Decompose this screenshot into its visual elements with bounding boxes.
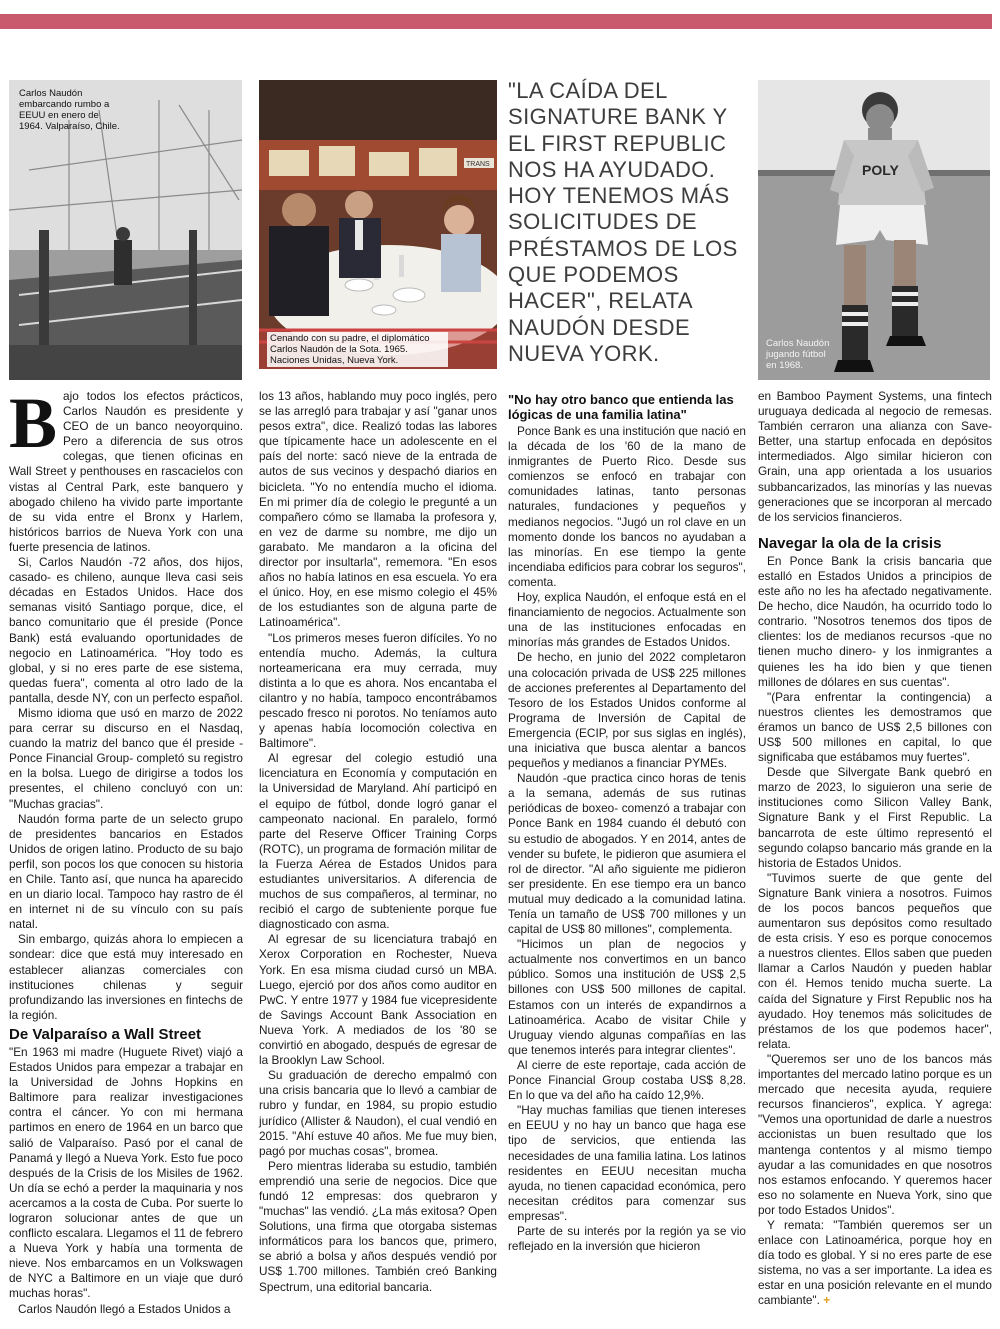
paragraph-text: Y remata: "También queremos ser un enlace con Latinoamérica, porque hoy en día todo es global. Y si no eres parte de ese sistema, no vas a ser importante. La idea es estar en una posición relevante en el mundo cambiante". <box>758 1217 992 1308</box>
restaurant-sign: TRANS <box>466 161 490 168</box>
paragraph: Ponce Bank es una institución que nació en la década de los '60 de la mano de inmigrantes de Puerto Rico. Desde sus comienzos se enfocó en trabajar con comunidades latinas, tanto personas naturales, fundaciones y pequeños y medianos negocios. "Jugó un rol clave en un momento donde los bancos no ayudaban a las minorías. En ese tiempo la gente incendiaba edificios para cobrar los seguros", comenta. <box>508 424 746 589</box>
paragraph: ajo todos los efectos prácticos, Carlos Naudón es presidente y CEO de un banco neoyorquino. Pero a diferencia de sus otros colegas, que tienen oficinas en Wall Street y penthouses en rascacielos con vistas al Central Park, este banquero y abogado chileno ha vivido parte importante de su vida entre el Bronx y Harlem, históricos barrios de Nueva York con una fuerte presencia de latinos. <box>9 389 243 554</box>
paragraph: Naudón forma parte de un selecto grupo de presidentes bancarios en Estados Unidos de origen latino. Producto de su bajo perfil, son pocos los que conocen su historia en Chile. Tanto así, que nunca ha aparecido en un diario local. Tampoco hay rastro de él en internet ni de su vínculo con su país natal. <box>9 811 243 932</box>
photo-valparaiso-ship <box>9 80 242 380</box>
article-column-3 <box>508 389 746 1254</box>
paragraph: Si, Carlos Naudón -72 años, dos hijos, casado- es chileno, aunque lleva casi seis décadas en Estados Unidos. Hace dos semanas visitó Santiago porque, dice, el banco comunitario que él preside (Ponce Bank) está evaluando oportunidades de negocio en Latinoamérica. "Hoy todo es global, y si no eres parte de ese sistema, quedas fuera", comenta al otro lado de la pantalla, desde NY, con un perfecto español. <box>9 555 243 705</box>
paragraph: Al egresar de su licenciatura trabajó en Xerox Corporation en Rochester, Nueva York. En esa misma ciudad cursó un MBA. Luego, ejerció por dos años como auditor en PwC. Y entre 1977 y 1984 fue vicepresidente de Savings Account Bank Association en Nueva York. A mediados de los '80 se convirtió en abogado, después de egresar de la Brooklyn Law School. <box>259 932 497 1068</box>
article-column-2 <box>259 389 497 1295</box>
photo-caption-soccer: Carlos Naudón jugando fútbol en 1968. <box>766 338 830 371</box>
paragraph: "Hicimos un plan de negocios y actualmente nos convertimos en un banco público. Somos una institución de US$ 2,5 billones con US$ 500 millones de capital. Estamos con un interés de expandirnos a Latinoamérica. Acabo de visitar Chile y Uruguay viendo algunas compañías en las que tenemos interés para integrar clientes". <box>508 937 746 1057</box>
photo-soccer-1968 <box>758 80 990 380</box>
article-column-1 <box>9 383 243 1317</box>
paragraph: en Bamboo Payment Systems, una fintech uruguaya dedicada al negocio de remesas. También cerraron una alianza con Save-Better, una startup enfocada en depósitos intermediados. Algo similar hicieron con Grain, una app orientada a los usuarios subbancarizados, las minorías y las nuevas generaciones que se incorporan al mercado de los servicios financieros. <box>758 389 992 524</box>
paragraph: "(Para enfrentar la contingencia) a nuestros clientes les demostramos que éramos un banco de US$ 2,5 billones con US$ 500 millones en capital, lo que significaba que estábamos muy fuertes". <box>758 689 992 765</box>
jersey-text: POLY <box>862 162 899 178</box>
paragraph: Carlos Naudón llegó a Estados Unidos a <box>18 1301 231 1316</box>
paragraph: Desde que Silvergate Bank quebró en marzo de 2023, lo siguieron una serie de instituciones como Silicon Valley Bank, Signature Bank y el First Republic. La bancarrota de este último representó el segundo colapso bancario más grande en la historia de Estados Unidos. <box>758 765 992 870</box>
photo-caption-valparaiso: Carlos Naudón embarcando rumbo a EEUU en enero de 1964. Valparaíso, Chile. <box>19 88 120 132</box>
section-heading-ola-crisis: Navegar la ola de la crisis <box>758 534 942 552</box>
paragraph: Al cierre de este reportaje, cada acción de Ponce Financial Group costaba US$ 8,28. En lo que va del año ha caído 12,9%. <box>508 1057 746 1103</box>
paragraph: "En 1963 mi madre (Huguete Rivet) viajó a Estados Unidos para empezar a trabajar en la Universidad de Johns Hopkins en Baltimore para realizar investigaciones contra el cáncer. Yo con mi hermana partimos en enero de 1964 en un barco que salió de Valparaíso. Pasó por el canal de Panamá y llegó a Nueva York. Esto fue poco después de la Crisis de los Misiles de 1962. Un día se echó a perder la maquinaria y nos acercamos a la costa de Cuba. Por suerte lo lograron solucionar antes de que un conflicto escalara. Llegamos el 11 de febrero a Nueva York y había una tormenta de nieve. Nos embarcamos en un Volkswagen de NYC a Baltimore en un viaje que duró muchas horas". <box>9 1044 243 1301</box>
pull-quote: "LA CAÍDA DEL SIGNATURE BANK Y EL FIRST REPUBLIC NOS HA AYUDADO. HOY TENEMOS MÁS SOLICITUDES DE PRÉSTAMOS DE LOS QUE PODEMOS HACER", RELATA NAUDÓN DESDE NUEVA YORK. <box>508 78 738 366</box>
paragraph: Su graduación de derecho empalmó con una crisis bancaria que lo llevó a cambiar de rubro y fundar, en 1984, su propio estudio jurídico (Allister & Naudon), el cual vendió en 2015. "Ahí estuve 40 años. Me fue muy bien, pagó por muchas cosas", bromea. <box>259 1068 497 1158</box>
paragraph: En Ponce Bank la crisis bancaria que estalló en Estados Unidos a principios de este año no les ha afectado negativamente. De hecho, dice Naudón, ha ocurrido todo lo contrario. "Nosotros tenemos dos tipos de clientes: los de medianos recursos -que no tienen mucho dinero- y los inmigrantes a quienes les ha ido bien y que tienen millones de dólares en sus cuentas". <box>758 553 992 689</box>
paragraph: De hecho, en junio del 2022 completaron una colocación privada de US$ 225 millones de acciones preferentes al Departamento del Tesoro de los Estados Unidos conforme al Programa de Inversión de Capital de Emergencia (ECIP, por sus siglas en inglés), una iniciativa que busca alentar a bancos pequeños y medianos a financiar PYMEs. <box>508 650 746 771</box>
drop-cap: B <box>9 383 58 463</box>
photo-dinner-un <box>259 80 497 369</box>
photo-caption-dinner: Cenando con su padre, el diplomático Carlos Naudón de la Sota. 1965. Naciones Unidas, Nueva York. <box>267 332 448 367</box>
paragraph: Mismo idioma que usó en marzo de 2022 para cerrar su discurso en el Nasdaq, cuando la matriz del banco que él preside -Ponce Financial Group- completó su registro en la bolsa. Luego de dirigirse a todos los presentes, el chileno concluyó con un: "Muchas gracias". <box>9 705 243 811</box>
paragraph: Naudón -que practica cinco horas de tenis a la semana, además de sus rutinas periódicas de boxeo- comenzó a trabajar con Ponce Bank en 1984 cuando él debutó con su estudio de abogados. Y en 2014, antes de vender su bufete, le pidieron que asumiera el rol de director. "Al año siguiente me pidieron ser presidente. En ese tiempo era un banco mutual muy dedicado a la comunidad latina. Tenía un tamaño de US$ 700 millones y un capital de US$ 80 millones", complementa. <box>508 771 746 937</box>
section-heading-valparaiso: De Valparaíso a Wall Street <box>9 1025 202 1043</box>
paragraph: Sin embargo, quizás ahora lo empiecen a sondear: dice que está muy interesado en establecer alianzas comerciales con instituciones chilenas y seguir profundizando las inversiones en fintechs de la región. <box>9 932 243 1022</box>
paragraph <box>758 1218 992 1309</box>
paragraph: Hoy, explica Naudón, el enfoque está en el financiamiento de negocios. Actualmente son una de las instituciones enfocadas en minorías más grandes de Estados Unidos. <box>508 590 746 650</box>
section-heading-familia-latina: "No hay otro banco que entienda las lógicas de una familia latina" <box>508 392 734 422</box>
paragraph: Parte de su interés por la región ya se vio reflejado en la inversión que hicieron <box>508 1223 746 1254</box>
paragraph: "Los primeros meses fueron difíciles. Yo no entendía mucho. Además, la cultura norteamericana era muy cerrada, muy distinta a lo que es ahora. Nos encantaba el cilantro y no había, tampoco encontrábamos pescado fresco ni porotos. No teníamos auto y apenas había locomoción colectiva en Baltimore". <box>259 630 497 751</box>
article-column-4 <box>758 389 992 1309</box>
end-mark: + <box>823 1293 831 1308</box>
paragraph: los 13 años, hablando muy poco inglés, pero se las arregló para trabajar y así "ganar unos pesos extra", dice. Realizó todas las labores que típicamente hace un adolescente en el país del norte: sacó nieve de la entrada de autos de sus vecinos y despachó diarios en bicicleta. "Yo no entendía mucho el idioma. En mi primer día de colegio le pregunté a un compañero cómo se llamaba la profesora y, en vez de darme su nombre, me dijo un garabato. Me mandaron a la oficina del director por insultarla", rememora. "En esos años no había latinos en esa escuela. Yo era el único. Hoy, en ese mismo colegio el 45% de los estudiantes son de alguna parte de Latinoamérica". <box>259 389 497 630</box>
paragraph: "Hay muchas familias que tienen intereses en EEUU y no hay un banco que haga ese tipo de servicios, que entienda las necesidades de una familia latina. Los latinos residentes en EEUU necesitan mucha ayuda, no tienen capacidad económica, pero necesitan créditos para comenzar sus empresas". <box>508 1103 746 1223</box>
paragraph: "Queremos ser uno de los bancos más importantes del mercado latino porque es un mercado que necesita ayuda, requiere recursos financieros", explica. Y agrega: "Vemos una oportunidad de darle a nuestros accionistas un buen resultado que los mantenga contentos y al mismo tiempo ayudar a las comunidades en que nosotros nos estamos enfocando. Y queremos hacer eso no solamente en Nueva York, sino que por todo Estados Unidos". <box>758 1051 992 1217</box>
paragraph: "Tuvimos suerte de que gente del Signature Bank viniera a nosotros. Fuimos de los pocos bancos pequeños que aumentaron sus depósitos como resultado de esta crisis. Y eso es porque conocemos a nuestros clientes. Ellos saben que pueden llamar a Carlos Naudón y pueden hablar con él. Hemos tenido mucha suerte. La caída del Signature y First Republic nos ha ayudado. Hoy tenemos más solicitudes de préstamos de los que podemos hacer", relata. <box>758 870 992 1051</box>
paragraph: Pero mientras lideraba su estudio, también emprendió una serie de negocios. Dice que fundó 12 empresas: dos quebraron y "muchas" las vendió. ¿La más exitosa? Open Solutions, una firma que otorgaba sistemas informáticos para los bancos que, primero, se abrió a bolsa y años después vendió por US$ 1.700 millones. También creó Banking Spectrum, una editorial bancaria. <box>259 1158 497 1294</box>
paragraph: Al egresar del colegio estudió una licenciatura en Economía y computación en la Universidad de Maryland. Ahí participó en el equipo de fútbol, donde logró ganar el campeonato nacional. En paralelo, formó parte del Reserve Officer Training Corps (ROTC), un programa de formación militar de la Fuerza Aérea de Estados Unidos para estudiantes universitarios. A diferencia de muchos de sus compañeros, al terminar, no recibió el cargo de subteniente porque fue diagnosticado con asma. <box>259 751 497 932</box>
section-color-bar <box>0 14 992 29</box>
